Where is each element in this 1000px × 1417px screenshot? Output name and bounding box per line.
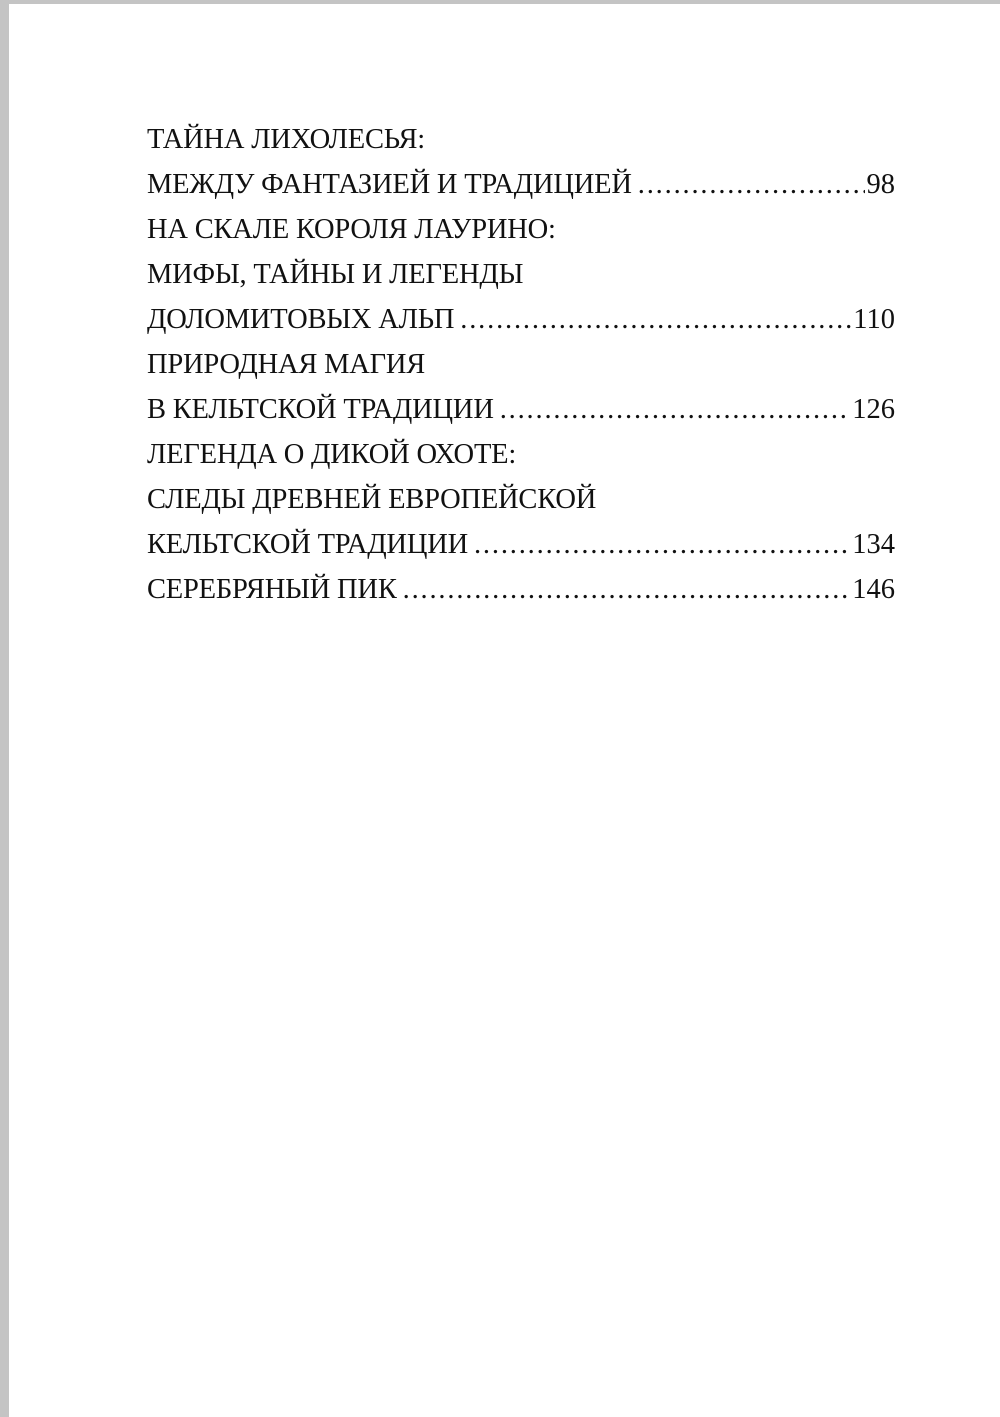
dot-leader — [500, 387, 851, 432]
toc-entry-title: ТАЙНА ЛИХОЛЕСЬЯ: — [147, 124, 425, 155]
toc-line — [147, 342, 895, 387]
toc-page-number: 98 — [866, 169, 895, 200]
toc-line — [147, 432, 895, 477]
toc-entry-3 — [147, 342, 895, 432]
toc-entry-title: МЕЖДУ ФАНТАЗИЕЙ И ТРАДИЦИЕЙ — [147, 169, 632, 200]
toc-entry-title: КЕЛЬТСКОЙ ТРАДИЦИИ — [147, 529, 468, 560]
toc-line — [147, 522, 895, 567]
toc-page-number: 110 — [853, 304, 895, 335]
toc-line — [147, 477, 895, 522]
table-of-contents — [147, 117, 895, 612]
toc-entry-title: СЕРЕБРЯНЫЙ ПИК — [147, 574, 397, 605]
dot-leader — [403, 567, 851, 612]
toc-line — [147, 207, 895, 252]
toc-line — [147, 297, 895, 342]
toc-line — [147, 117, 895, 162]
toc-entry-title: ЛЕГЕНДА О ДИКОЙ ОХОТЕ: — [147, 439, 517, 470]
toc-entry-title: В КЕЛЬТСКОЙ ТРАДИЦИИ — [147, 394, 494, 425]
toc-entry-title: ДОЛОМИТОВЫХ АЛЬП — [147, 304, 455, 335]
toc-line — [147, 387, 895, 432]
toc-entry-4 — [147, 432, 895, 567]
toc-line — [147, 252, 895, 297]
toc-entry-title: МИФЫ, ТАЙНЫ И ЛЕГЕНДЫ — [147, 259, 524, 290]
toc-line — [147, 567, 895, 612]
dot-leader — [474, 522, 850, 567]
toc-entry-2 — [147, 207, 895, 342]
dot-leader — [638, 162, 865, 207]
toc-entry-5 — [147, 567, 895, 612]
toc-page-number: 134 — [852, 529, 895, 560]
toc-entry-title: СЛЕДЫ ДРЕВНЕЙ ЕВРОПЕЙСКОЙ — [147, 484, 597, 515]
toc-page-number: 146 — [852, 574, 895, 605]
dot-leader — [460, 297, 851, 342]
toc-page-number: 126 — [852, 394, 895, 425]
toc-line — [147, 162, 895, 207]
toc-entry-title: НА СКАЛЕ КОРОЛЯ ЛАУРИНО: — [147, 214, 556, 245]
toc-entry-title: ПРИРОДНАЯ МАГИЯ — [147, 349, 426, 380]
toc-entry-1 — [147, 117, 895, 207]
